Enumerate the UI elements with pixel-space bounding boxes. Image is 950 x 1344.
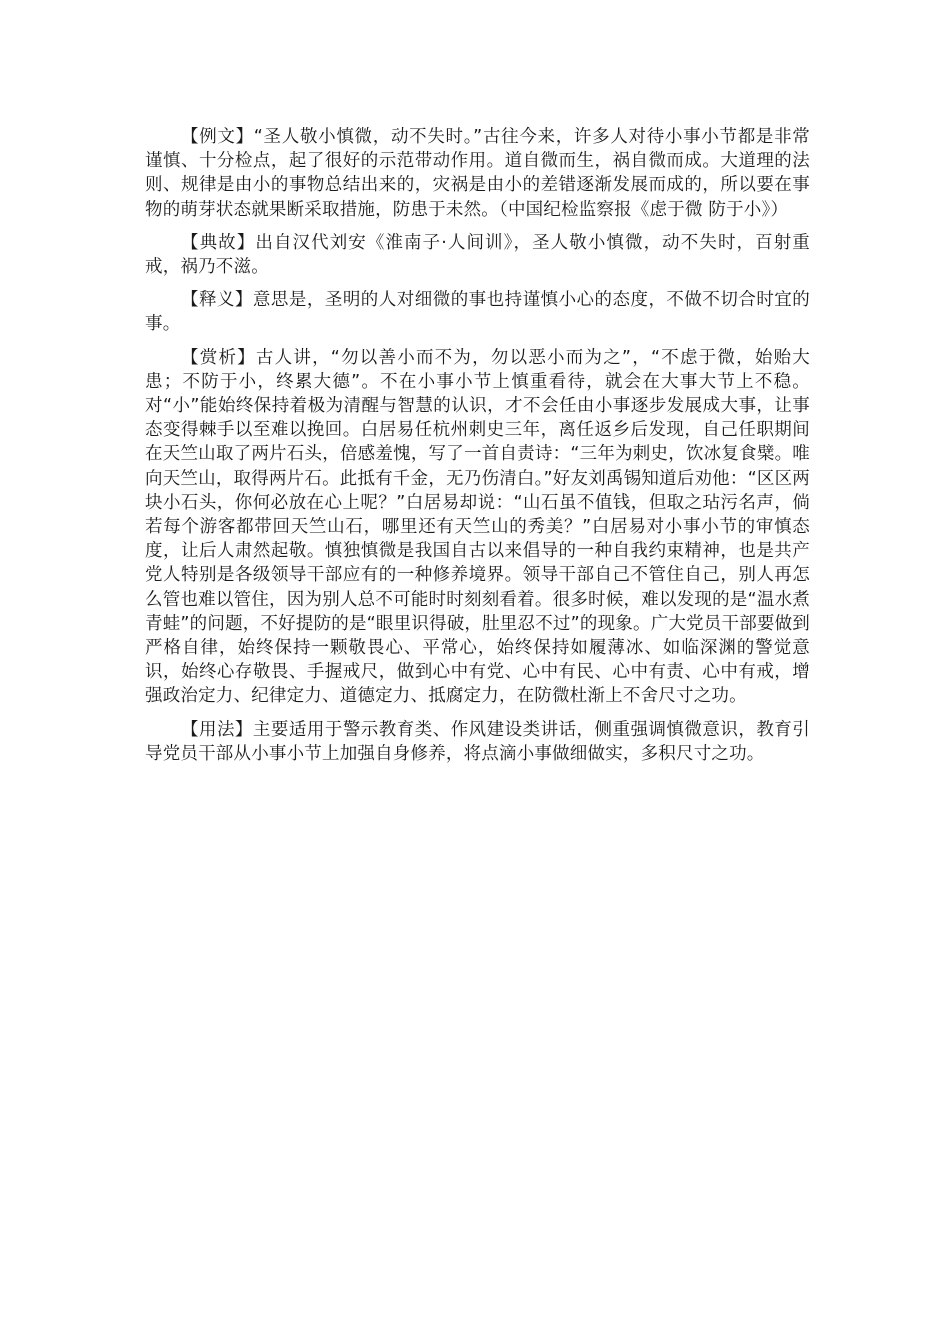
section-text-appreciation: 古人讲，“勿以善小而不为，勿以恶小而为之”，“不虑于微，始贻大患；不防于小，终累大德”。不在小事小节上慎重看待，就会在大事大节上不稳。对“小”能始终保持着极为清醒与智慧的认识，才不会任由小事逐步发展成大事，让事态变得棘手以至难以挽回。白居易任杭州刺史三年，离任返乡后发现，自己任职期间在天竺山取了两片石头，倍感羞愧，写了一首自责诗：“三年为刺史，饮冰复食檗。唯向天竺山，取得两片石。此抵有千金，无乃伤清白。”好友刘禹锡知道后劝他：“区区两块小石头，你何必放在心上呢？”白居易却说：“山石虽不值钱，但取之玷污名声，倘若每个游客都带回天竺山石，哪里还有天竺山的秀美？”白居易对小事小节的审慎态度，让后人肃然起敬。慎独慎微是我国自古以来倡导的一种自我约束精神，也是共产党人特别是各级领导干部应有的一种修养境界。领导干部自己不管住自己，别人再怎么管也难以管住，因为别人总不可能时时刻刻看着。很多时候，难以发现的是“温水煮青蛙”的问题，不好提防的是“眼里识得破，肚里忍不过”的现象。广大党员干部要做到严格自律，始终保持一颗敬畏心、平常心，始终保持如履薄冰、如临深渊的警觉意识，始终心存敬畏、手握戒尺，做到心中有党、心中有民、心中有责、心中有戒，增强政治定力、纪律定力、道德定力、抵腐定力，在防微杜渐上不舍尺寸之功。 (145, 347, 810, 707)
paragraph-meaning (145, 288, 810, 336)
section-text-meaning: 意思是，圣明的人对细微的事也持谨慎小心的态度，不做不切合时宜的事。 (145, 290, 810, 335)
section-tag-allusion: 【典故】 (181, 232, 256, 253)
section-tag-meaning: 【释义】 (181, 290, 253, 311)
document-body (145, 125, 810, 775)
section-tag-example: 【例文】 (181, 127, 254, 147)
section-text-example: “圣人敬小慎微，动不失时。”古往今来，许多人对待小事小节都是非常谨慎、十分检点，起了很好的示范带动作用。道自微而生，祸自微而成。大道理的法则、规律是由小的事物总结出来的，灾祸是由小的差错逐渐发展而成的，所以要在事物的萌芽状态就果断采取措施，防患于未然。（中国纪检监察报《虑于微 防于小》） (145, 127, 810, 220)
section-tag-usage: 【用法】 (181, 719, 253, 740)
section-tag-appreciation: 【赏析】 (181, 347, 256, 368)
paragraph-appreciation (145, 346, 810, 709)
section-text-usage: 主要适用于警示教育类、作风建设类讲话，侧重强调慎微意识，教育引导党员干部从小事小节上加强自身修养，将点滴小事做细做实，多积尺寸之功。 (145, 719, 810, 764)
paragraph-allusion (145, 231, 810, 279)
paragraph-usage (145, 718, 810, 766)
section-text-allusion: 出自汉代刘安《淮南子·人间训》，圣人敬小慎微，动不失时，百射重戒，祸乃不滋。 (145, 232, 810, 278)
paragraph-example (145, 125, 810, 222)
